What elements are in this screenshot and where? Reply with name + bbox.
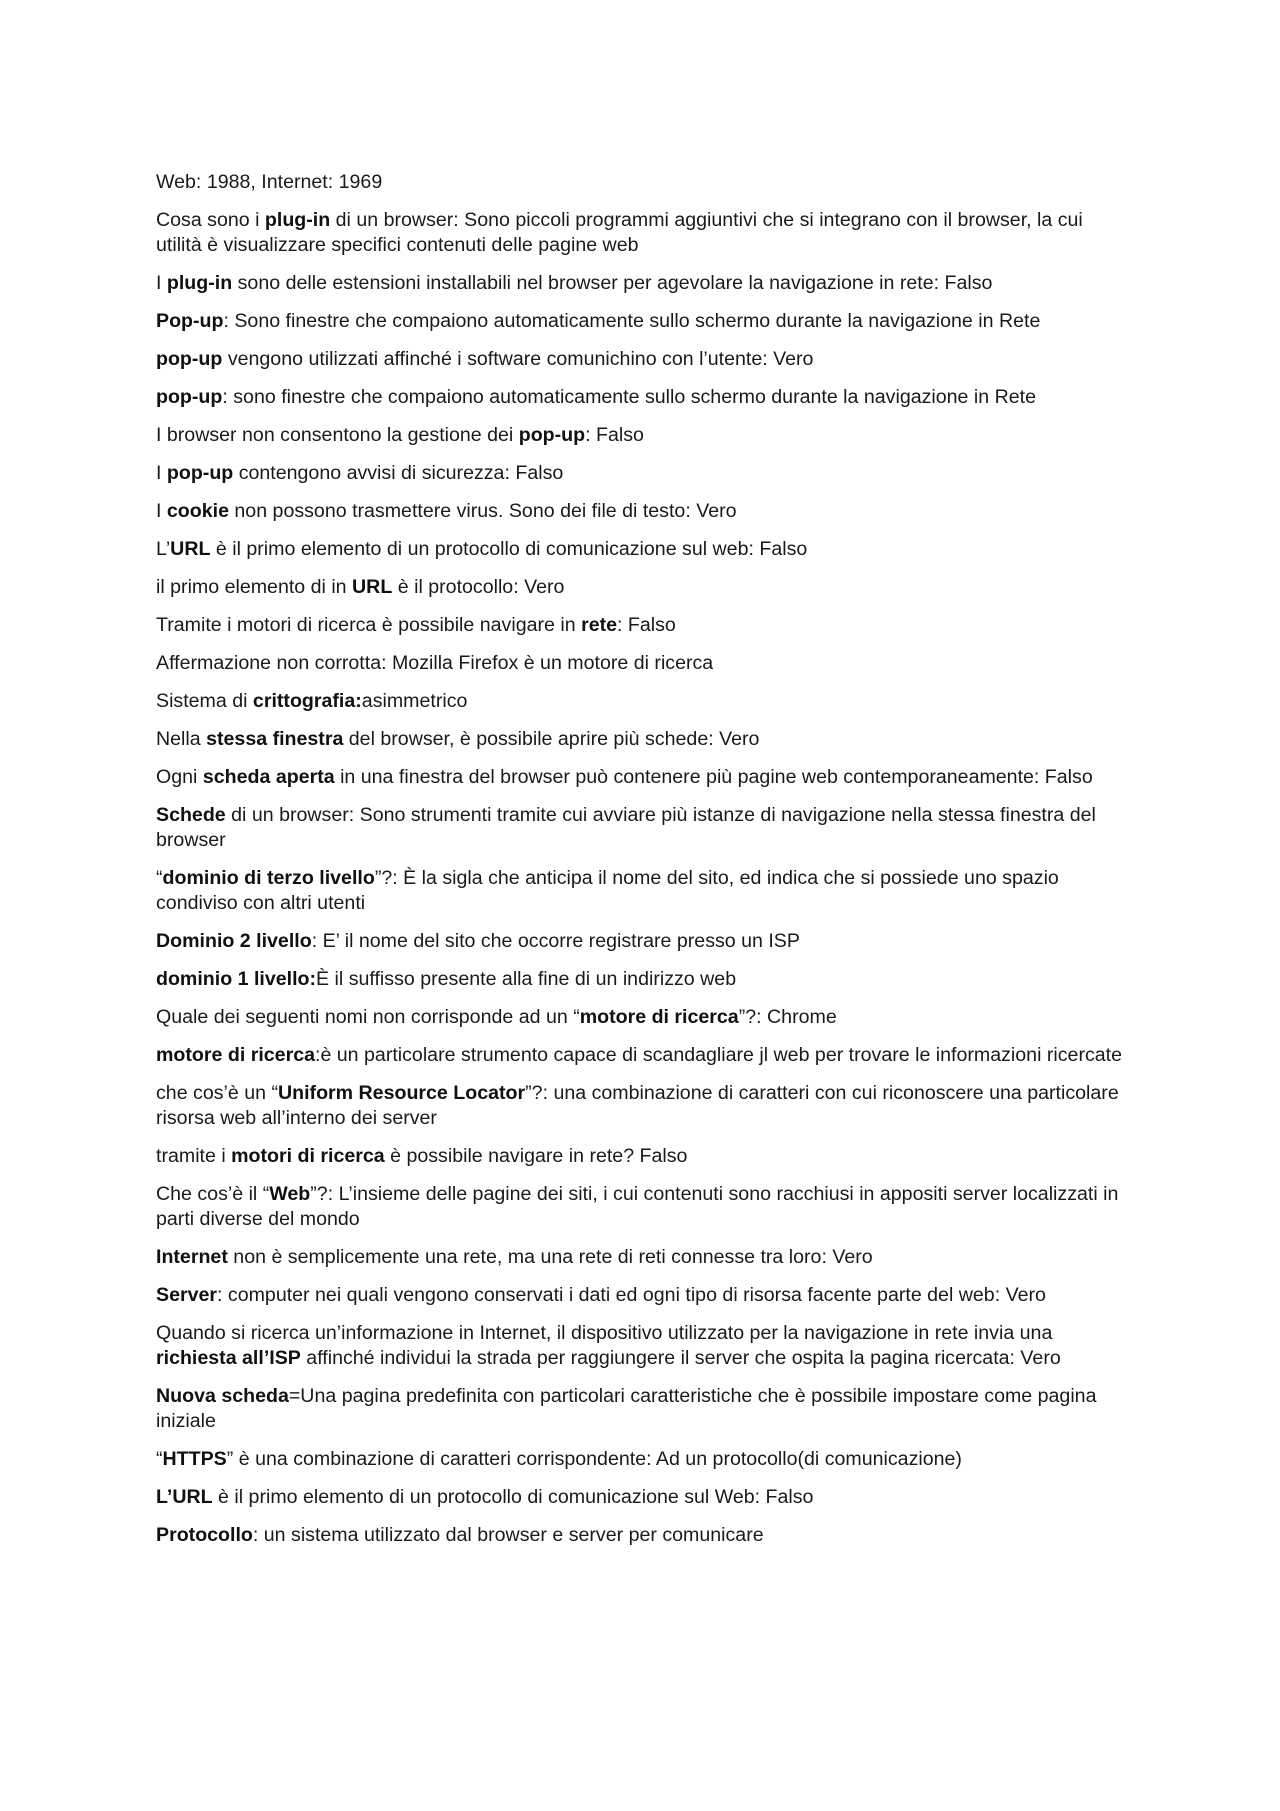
text-segment: ”?: una combinazione di caratteri con cui riconoscere una particolare risorsa web all’interno dei server [156, 1082, 1119, 1129]
bold-term: pop-up [156, 386, 223, 408]
paragraph [156, 347, 1130, 372]
paragraph [156, 1485, 1130, 1510]
paragraph [156, 499, 1130, 524]
text-segment: tramite i [156, 1145, 232, 1167]
text-segment: “ [156, 1448, 163, 1470]
paragraph [156, 1005, 1130, 1030]
text-segment: : Sono finestre che compaiono automaticamente sullo schermo durante la navigazione in Rete [223, 310, 1041, 332]
bold-term: cookie [166, 500, 229, 522]
text-segment: : computer nei quali vengono conservati i dati ed ogni tipo di risorsa facente parte del web: Vero [217, 1284, 1046, 1306]
paragraph [156, 1144, 1130, 1169]
text-segment: I [156, 500, 167, 522]
bold-term: pop-up [156, 348, 223, 370]
text-segment: Web: 1988, Internet: 1969 [156, 171, 383, 193]
text-segment: il primo elemento di in [156, 576, 353, 598]
text-segment: Tramite i motori di ricerca è possibile navigare in [156, 614, 582, 636]
text-segment: Affermazione non corrotta: Mozilla Firefox è un motore di ricerca [156, 652, 714, 674]
text-segment: è possibile navigare in rete? Falso [384, 1145, 688, 1167]
bold-term: URL [352, 576, 393, 598]
bold-term: motori di ricerca [231, 1145, 385, 1167]
paragraph [156, 651, 1130, 676]
paragraph [156, 271, 1130, 296]
paragraph [156, 689, 1130, 714]
text-segment: Quale dei seguenti nomi non corrisponde ad un “ [156, 1006, 580, 1028]
paragraph [156, 461, 1130, 486]
bold-term: richiesta all’ISP [156, 1347, 301, 1369]
bold-term: scheda aperta [202, 766, 335, 788]
text-segment: : sono finestre che compaiono automaticamente sullo schermo durante la navigazione in Rete [222, 386, 1036, 408]
text-segment: : Falso [585, 424, 644, 446]
text-segment: è il protocollo: Vero [392, 576, 565, 598]
bold-term: L’URL [156, 1486, 213, 1508]
text-segment: non è semplicemente una rete, ma una rete di reti connesse tra loro: Vero [227, 1246, 873, 1268]
text-segment: Nella [156, 728, 207, 750]
document-body [156, 170, 1130, 1548]
bold-term: URL [170, 538, 211, 560]
text-segment: vengono utilizzati affinché i software comunichino con l’utente: Vero [222, 348, 814, 370]
text-segment: di un browser: Sono piccoli programmi aggiuntivi che si integrano con il browser, la cui utilità è visualizzare specifici contenuti delle pagine web [156, 209, 1083, 256]
paragraph [156, 1182, 1130, 1232]
paragraph [156, 1245, 1130, 1270]
text-segment: di un browser: Sono strumenti tramite cui avviare più istanze di navigazione nella stessa finestra del browser [156, 804, 1096, 851]
text-segment: Ogni [156, 766, 203, 788]
bold-term: motore di ricerca [579, 1006, 739, 1028]
text-segment: che cos’è un “ [156, 1082, 278, 1104]
text-segment: ”?: Chrome [738, 1006, 837, 1028]
bold-term: Internet [156, 1246, 228, 1268]
bold-term: plug-in [264, 209, 331, 231]
paragraph [156, 1043, 1130, 1068]
text-segment: “ [156, 867, 163, 889]
paragraph [156, 423, 1130, 448]
text-segment: : E’ il nome del sito che occorre registrare presso un ISP [311, 930, 800, 952]
text-segment: in una finestra del browser può contenere più pagine web contemporaneamente: Falso [334, 766, 1093, 788]
paragraph [156, 765, 1130, 790]
text-segment: ” è una combinazione di caratteri corrispondente: Ad un protocollo(di comunicazione) [226, 1448, 962, 1470]
text-segment: ”?: È la sigla che anticipa il nome del sito, ed indica che si possiede uno spazio condiviso con altri utenti [156, 867, 1059, 914]
text-segment: I [156, 272, 167, 294]
text-segment: asimmetrico [361, 690, 468, 712]
paragraph [156, 1523, 1130, 1548]
text-segment: =Una pagina predefinita con particolari caratteristiche che è possibile impostare come pagina iniziale [156, 1385, 1097, 1432]
text-segment: I browser non consentono la gestione dei [156, 424, 519, 446]
bold-term: Uniform Resource Locator [277, 1082, 526, 1104]
text-segment: è il primo elemento di un protocollo di comunicazione sul Web: Falso [212, 1486, 814, 1508]
bold-term: Dominio 2 livello [156, 930, 312, 952]
bold-term: Web [269, 1183, 311, 1205]
bold-term: Pop-up [156, 310, 224, 332]
bold-term: Schede [156, 804, 226, 826]
bold-term: pop-up [518, 424, 586, 446]
paragraph [156, 1384, 1130, 1434]
text-segment: Cosa sono i [156, 209, 265, 231]
paragraph [156, 1321, 1130, 1371]
paragraph [156, 208, 1130, 258]
text-segment: contengono avvisi di sicurezza: Falso [233, 462, 564, 484]
bold-term: stessa finestra [206, 728, 344, 750]
text-segment: è il primo elemento di un protocollo di comunicazione sul web: Falso [210, 538, 808, 560]
paragraph [156, 967, 1130, 992]
paragraph [156, 1447, 1130, 1472]
text-segment: ”?: L’insieme delle pagine dei siti, i cui contenuti sono racchiusi in appositi server localizzati in parti diverse del mondo [156, 1183, 1119, 1230]
text-segment: :è un particolare strumento capace di scandagliare jl web per trovare le informazioni ricercate [315, 1044, 1123, 1066]
bold-term: Protocollo [156, 1524, 253, 1546]
text-segment: affinché individui la strada per raggiungere il server che ospita la pagina ricercata: Vero [300, 1347, 1061, 1369]
text-segment: I [156, 462, 167, 484]
text-segment: Sistema di [156, 690, 253, 712]
paragraph [156, 309, 1130, 334]
text-segment: Quando si ricerca un’informazione in Internet, il dispositivo utilizzato per la navigazione in rete invia una [156, 1322, 1053, 1344]
text-segment: del browser, è possibile aprire più schede: Vero [343, 728, 760, 750]
paragraph [156, 929, 1130, 954]
paragraph [156, 170, 1130, 195]
paragraph [156, 1081, 1130, 1131]
paragraph [156, 537, 1130, 562]
paragraph [156, 866, 1130, 916]
paragraph [156, 613, 1130, 638]
bold-term: motore di ricerca [156, 1044, 315, 1066]
paragraph [156, 727, 1130, 752]
bold-term: plug-in [166, 272, 233, 294]
bold-term: Nuova scheda [156, 1385, 289, 1407]
bold-term: HTTPS [162, 1448, 227, 1470]
bold-term: pop-up [166, 462, 234, 484]
paragraph [156, 1283, 1130, 1308]
bold-term: crittografia: [252, 690, 362, 712]
text-segment: L’ [156, 538, 171, 560]
paragraph [156, 575, 1130, 600]
bold-term: Server [156, 1284, 218, 1306]
text-segment: sono delle estensioni installabili nel browser per agevolare la navigazione in rete: Falso [232, 272, 993, 294]
text-segment: non possono trasmettere virus. Sono dei file di testo: Vero [228, 500, 737, 522]
text-segment: Che cos’è il “ [156, 1183, 270, 1205]
text-segment: : Falso [617, 614, 676, 636]
paragraph [156, 803, 1130, 853]
text-segment: : un sistema utilizzato dal browser e server per comunicare [252, 1524, 764, 1546]
paragraph [156, 385, 1130, 410]
text-segment: È il suffisso presente alla fine di un indirizzo web [316, 968, 737, 990]
bold-term: dominio di terzo livello [162, 867, 375, 889]
bold-term: rete [581, 614, 618, 636]
bold-term: dominio 1 livello: [156, 968, 317, 990]
